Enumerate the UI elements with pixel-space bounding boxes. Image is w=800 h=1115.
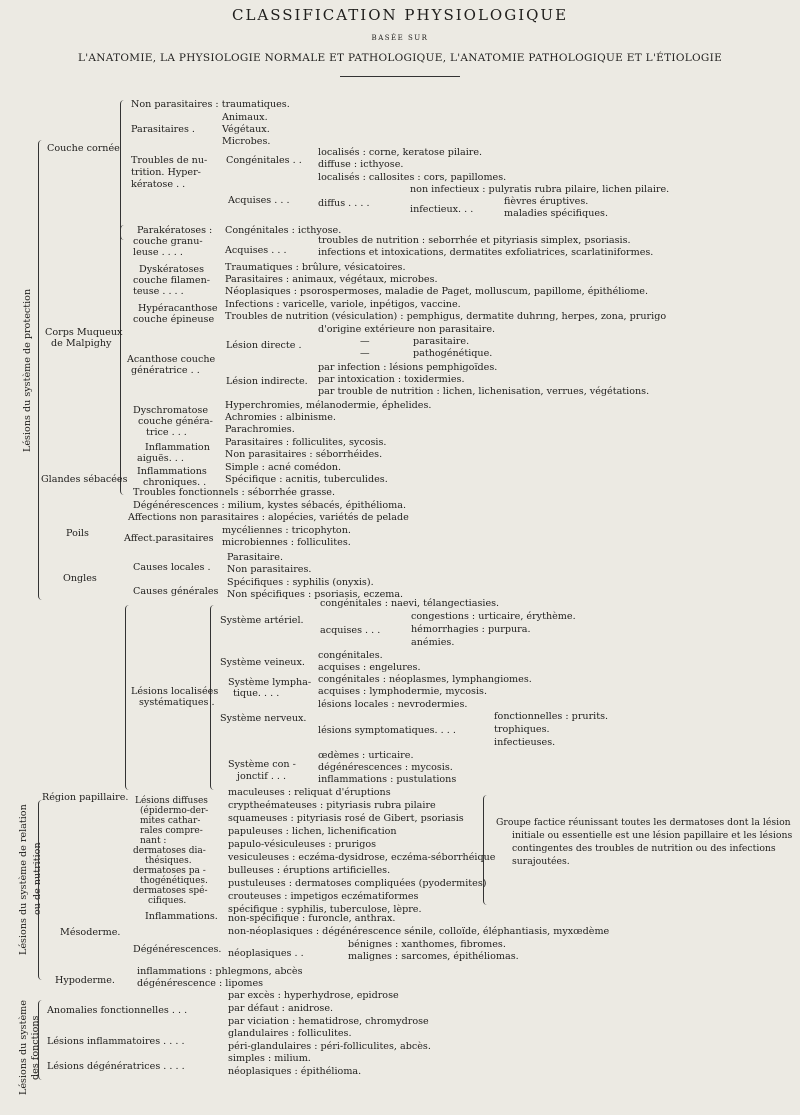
dyschromatose-1: Dyschromatose xyxy=(133,405,208,416)
cornee-non-infectieux: non infectieux : pulyratis rubra pilaire, lichen pilaire. xyxy=(410,184,670,195)
diff-squameuses: squameuses : pityriasis rosé de Gibert, psoriasis xyxy=(228,813,464,824)
diff-bulleuses: bulleuses : éruptions artificielles. xyxy=(228,865,391,876)
arteriel-congenitales: congénitales : naevi, télangectiasies. xyxy=(320,598,500,609)
cornee-acq-localises: localisés : callosites : cors, papillomes. xyxy=(318,172,507,183)
lymph-congenitales: congénitales : néoplasmes, lymphangiomes. xyxy=(318,674,532,685)
systeme-lymphatique-2: tique. . . . xyxy=(233,688,280,699)
nerveux-symptomatiques: lésions symptomatiques. . . . xyxy=(318,725,456,736)
para-congenitales: Congénitales : icthyose. xyxy=(225,225,342,236)
diff-cryptheemateuses: cryptheémateuses : pityriasis rubra pilaire xyxy=(228,800,436,811)
chron-specifique: Spécifique : acnitis, tuberculides. xyxy=(225,474,388,485)
degeneratrices-simples: simples : milium. xyxy=(228,1053,311,1064)
poils-myceliennes: mycéliennes : tricophyton. xyxy=(222,525,351,536)
subtitle-basee: BASÉE SUR xyxy=(371,34,429,42)
veineux-congenitales: congénitales. xyxy=(318,650,383,661)
diffuses-2: (épidermo-der- xyxy=(140,806,209,816)
diffuses-9: thogénétiques. xyxy=(140,876,208,886)
dysch-hyperchromies: Hyperchromies, mélanodermie, éphelides. xyxy=(225,400,432,411)
lesions-localisees-1: Lésions localisées xyxy=(131,686,219,697)
diffuses-1: Lésions diffuses xyxy=(135,796,208,806)
dysk-parasitaires: Parasitaires : animaux, végétaux, microbes. xyxy=(225,274,438,285)
diffuses-7: thésiques. xyxy=(145,856,192,866)
cornee-non-parasitaires: Non parasitaires : traumatiques. xyxy=(131,99,290,110)
ongles-causes-generales: Causes générales xyxy=(133,586,219,597)
anomalies-viciation: par viciation : hematidrose, chromydrose xyxy=(228,1016,429,1027)
systeme-veineux: Système veineux. xyxy=(220,657,305,668)
bracket-relation xyxy=(38,800,42,980)
diffuses-4: rales compre- xyxy=(140,826,203,836)
systeme-lymphatique-1: Système lympha- xyxy=(228,677,312,688)
sympto-infectieuses: infectieuses. xyxy=(494,737,556,748)
inflammatoires-periglandulaires: péri-glandulaires : péri-folliculites, abcès. xyxy=(228,1041,431,1052)
cornee-troubles-1: Troubles de nu- xyxy=(131,155,208,166)
para-acquises-1: troubles de nutrition : seborrhée et pityriasis simplex, psoriasis. xyxy=(318,235,631,246)
poils-affections: Affections non parasitaires : alopécies, variétés de pelade xyxy=(128,512,409,523)
inflammatoires-glandulaires: glandulaires : folliculites. xyxy=(228,1028,352,1039)
cornee-cong-localises: localisés : corne, keratose pilaire. xyxy=(318,147,483,158)
header-rule xyxy=(340,76,460,77)
cornee-cong-diffuse: diffuse : icthyose. xyxy=(318,159,404,170)
meso-malignes: malignes : sarcomes, épithéliomas. xyxy=(348,951,519,962)
groupe-note-4: surajoutées. xyxy=(512,856,570,867)
hypo-degenerescence: dégénérescence : lipomes xyxy=(137,978,264,989)
bracket-corps-muqueux xyxy=(120,225,124,495)
cornee-para-animaux: Animaux. xyxy=(222,112,268,123)
arteriel-congestions: congestions : urticaire, érythème. xyxy=(411,611,576,622)
directe-pathogenetique: pathogénétique. xyxy=(413,348,493,359)
meso-degenerescences: Dégénérescences. xyxy=(133,944,222,955)
cornee-diffus: diffus . . . . xyxy=(318,198,370,209)
lesion-directe: Lésion directe . xyxy=(226,340,302,351)
meso-benignes: bénignes : xanthomes, fibromes. xyxy=(348,939,506,950)
diffuses-8: dermatoses pa - xyxy=(133,866,206,876)
ongles-parasitaire: Parasitaire. xyxy=(227,552,283,563)
dyskeratoses-3: teuse . . . . xyxy=(133,286,184,297)
chron-simple: Simple : acné comédon. xyxy=(225,462,342,473)
dyschromatose-3: trice . . . xyxy=(146,427,187,438)
vertical-title-relation-1: Lésions du système de relation xyxy=(18,804,29,955)
diffuses-5: nant : xyxy=(140,836,167,846)
cornee-troubles-2: trition. Hyper- xyxy=(131,167,201,178)
label-corps-muqueux-1: Corps Muqueux xyxy=(45,327,123,338)
lesion-indirecte: Lésion indirecte. xyxy=(226,376,308,387)
dysk-traumatiques: Traumatiques : brûlure, vésicatoires. xyxy=(225,262,406,273)
fonctions-anomalies: Anomalies fonctionnelles . . . xyxy=(47,1005,188,1016)
hyperacanthose-1: Hypéracanthose xyxy=(138,303,218,314)
groupe-note-2: initiale ou essentielle est une lésion papillaire et les lésions xyxy=(512,830,793,841)
degeneratrices-neoplasiques: néoplasiques : épithélioma. xyxy=(228,1066,362,1077)
infl-parasitaires: Parasitaires : folliculites, sycosis. xyxy=(225,437,387,448)
arteriel-hemorrhagies: hémorrhagies : purpura. xyxy=(411,624,531,635)
arteriel-acquises: acquises . . . xyxy=(320,625,381,636)
directe-parasitaire: parasitaire. xyxy=(413,336,470,347)
label-ongles: Ongles xyxy=(63,573,97,584)
poils-affect-para: Affect.parasitaires xyxy=(124,533,214,544)
dyskeratoses-1: Dyskératoses xyxy=(139,264,204,275)
acanthose-2: génératrice . . xyxy=(131,365,200,376)
diffuses-6: dermatoses dia- xyxy=(133,846,206,856)
directe-dash-2: — xyxy=(360,348,370,359)
anomalies-exces: par excès : hyperhydrose, epidrose xyxy=(228,990,399,1001)
diff-papulo-vesiculeuses: papulo-vésiculeuses : prurigos xyxy=(228,839,377,850)
cornee-acquises: Acquises . . . xyxy=(228,195,290,206)
fonctions-inflammatoires: Lésions inflammatoires . . . . xyxy=(47,1036,185,1047)
diff-crouteuses: crouteuses : impetigos eczématiformes xyxy=(228,891,419,902)
systeme-conjonctif-2: jonctif . . . xyxy=(237,771,287,782)
lesions-localisees-2: systématiques . xyxy=(139,697,215,708)
inflammation-1: Inflammation xyxy=(145,442,210,453)
indirecte-intoxication: par intoxication : toxidermies. xyxy=(318,374,465,385)
systeme-nerveux: Système nerveux. xyxy=(220,713,307,724)
bracket-couche-cornee xyxy=(120,100,124,240)
meso-inflammations: Inflammations. xyxy=(145,911,218,922)
parakeratoses-3: leuse . . . . xyxy=(133,247,183,258)
diff-maculeuses: maculeuses : reliquat d'éruptions xyxy=(228,787,391,798)
indirecte-infection: par infection : lésions pemphigoïdes. xyxy=(318,362,498,373)
ongles-non-specifiques: Non spécifiques : psoriasis, eczema. xyxy=(227,589,404,600)
poils-microbiennes: microbiennes : folliculites. xyxy=(222,537,351,548)
diff-pustuleuses: pustuleuses : dermatoses compliquées (pyodermites) xyxy=(228,878,487,889)
bracket-protection xyxy=(38,140,42,600)
hyperacanthose-2: couche épineuse xyxy=(133,314,215,325)
arteriel-anemies: anémies. xyxy=(411,637,455,648)
label-hypoderme: Hypoderme. xyxy=(55,975,115,986)
label-region-papillaire: Région papillaire. xyxy=(42,792,129,803)
dysch-achromies: Achromies : albinisme. xyxy=(225,412,336,423)
troubles-fonctionnels: Troubles fonctionnels : séborrhée grasse. xyxy=(133,487,336,498)
diff-vesiculeuses: vesiculeuses : eczéma-dysidrose, eczéma-séborrhéique xyxy=(228,852,496,863)
para-acquises: Acquises . . . xyxy=(225,245,287,256)
groupe-note-1: Groupe factice réunissant toutes les dermatoses dont la lésion xyxy=(496,817,791,828)
para-acquises-2: infections et intoxications, dermatites exfoliatrices, scarlatiniformes. xyxy=(318,247,654,258)
cornee-maladies: maladies spécifiques. xyxy=(504,208,609,219)
diff-papuleuses: papuleuses : lichen, lichenification xyxy=(228,826,397,837)
indirecte-nutrition: par trouble de nutrition : lichen, lichenisation, verrues, végétations. xyxy=(318,386,650,397)
ongles-causes-locales: Causes locales . xyxy=(133,562,211,573)
systeme-arteriel: Système artériel. xyxy=(220,615,304,626)
lymph-acquises: acquises : lymphodermie, mycosis. xyxy=(318,686,487,697)
bracket-lesions-localisees xyxy=(125,605,129,790)
anomalies-defaut: par défaut : anidrose. xyxy=(228,1003,334,1014)
systeme-conjonctif-1: Système con - xyxy=(228,759,296,770)
inflammations-chron-2: chroniques. . xyxy=(143,477,207,488)
cornee-para-vegetaux: Végétaux. xyxy=(222,124,270,135)
parakeratoses-2: couche granu- xyxy=(133,236,203,247)
cornee-troubles-3: kératose . . xyxy=(131,179,186,190)
parakeratoses-1: Parakératoses : xyxy=(137,225,213,236)
sympto-fonctionnelles: fonctionnelles : prurits. xyxy=(494,711,609,722)
meso-non-neoplasiques: non-néoplasiques : dégénérescence sénile, colloïde, éléphantiasis, myxœdème xyxy=(228,926,610,937)
groupe-note-3: contingentes des troubles de nutrition ou des infections xyxy=(512,843,776,854)
diff-specifique: spécifique : syphilis, tuberculose, lèpre. xyxy=(228,904,422,915)
cornee-parasitaires: Parasitaires . xyxy=(131,124,195,135)
cornee-congenitales: Congénitales . . xyxy=(226,155,302,166)
degenerescences: Dégénérescences : milium, kystes sébacés, épithélioma. xyxy=(133,500,407,511)
vertical-title-protection: Lésions du système de protection xyxy=(22,288,33,452)
cornee-infectieux: infectieux. . . xyxy=(410,204,474,215)
hyper-infections: Infections : varicelle, variole, inpétigos, vaccine. xyxy=(225,299,461,310)
sympto-trophiques: trophiques. xyxy=(494,724,550,735)
page-title: CLASSIFICATION PHYSIOLOGIQUE xyxy=(231,6,569,24)
ongles-non-parasitaires: Non parasitaires. xyxy=(227,564,312,575)
hypo-inflammations: inflammations : phlegmons, abcès xyxy=(137,966,303,977)
inflammations-chron-1: Inflammations xyxy=(137,466,207,477)
nerveux-locales: lésions locales : nevrodermies. xyxy=(318,699,468,710)
infl-non-parasitaires: Non parasitaires : séborrhéides. xyxy=(225,449,383,460)
label-corps-muqueux-2: de Malpighy xyxy=(51,338,112,349)
inflammation-2: aiguës. . . xyxy=(137,453,184,464)
dyschromatose-2: couche généra- xyxy=(138,416,213,427)
fonctions-degeneratrices: Lésions dégénératrices . . . . xyxy=(47,1061,185,1072)
directe-origine: d'origine extérieure non parasitaire. xyxy=(318,324,496,335)
acanthose-1: Acanthose couche xyxy=(127,354,216,365)
dysch-parachromies: Parachromies. xyxy=(225,424,295,435)
page-subtitle: L'ANATOMIE, LA PHYSIOLOGIE NORMALE ET PATHOLOGIQUE, L'ANATOMIE PATHOLOGIQUE ET L'ÉTIOLOGIE xyxy=(77,52,723,64)
veineux-acquises: acquises : engelures. xyxy=(318,662,421,673)
diffuses-10: dermatoses spé- xyxy=(133,886,208,896)
vertical-title-fonctions-2: des fonctions xyxy=(30,1015,41,1080)
cornee-fievres: fièvres éruptives. xyxy=(504,196,589,207)
conj-inflammations: inflammations : pustulations xyxy=(318,774,457,785)
meso-neoplasiques: néoplasiques . . xyxy=(228,948,304,959)
hyper-troubles: Troubles de nutrition (vésiculation) : pemphigus, dermatite duhrıng, herpes, zona, prurigo xyxy=(225,311,667,322)
label-mesoderme: Mésoderme. xyxy=(60,927,121,938)
conj-oedemes: œdèmes : urticaire. xyxy=(318,750,414,761)
cornee-para-microbes: Microbes. xyxy=(222,136,271,147)
conj-degenerescences: dégénérescences : mycosis. xyxy=(318,762,453,773)
label-poils: Poils xyxy=(66,528,89,539)
directe-dash-1: — xyxy=(360,336,370,347)
ongles-specifiques: Spécifiques : syphilis (onyxis). xyxy=(227,577,374,588)
diffuses-3: mites cathar- xyxy=(140,816,201,826)
label-couche-cornee: Couche cornée xyxy=(47,143,120,154)
meso-infl-item: non-spécifique : furoncle, anthrax. xyxy=(228,913,396,924)
vertical-title-fonctions-1: Lésions du système xyxy=(18,1000,29,1095)
dyskeratoses-2: couche filamen- xyxy=(133,275,210,286)
vertical-title-relation-2: ou de nutrition xyxy=(32,842,43,915)
diffuses-11: cifiques. xyxy=(148,896,187,906)
dysk-neoplasiques: Néoplasiques : psorospermoses, maladie de Paget, molluscum, papillome, épithéliome. xyxy=(225,286,649,297)
bracket-fonctions xyxy=(38,1000,42,1080)
label-glandes: Glandes sébacées xyxy=(41,474,128,485)
